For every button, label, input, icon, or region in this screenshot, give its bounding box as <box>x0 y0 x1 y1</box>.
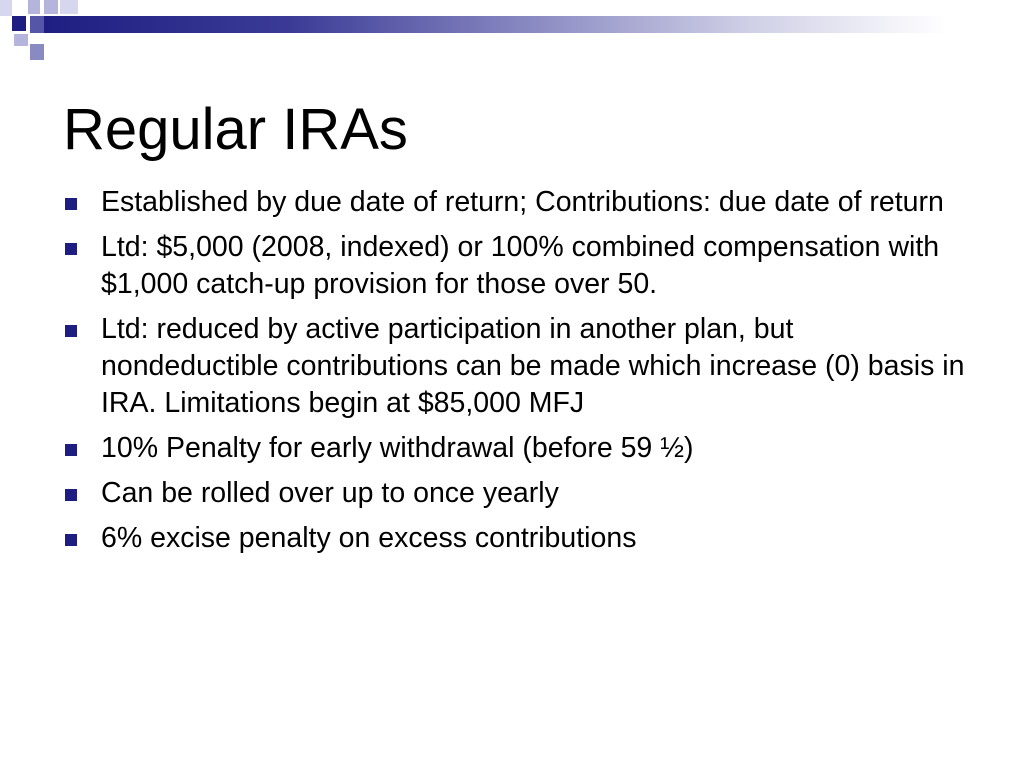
bullet-text: Established by due date of return; Contributions: due date of return <box>101 186 944 218</box>
header-decor-square <box>14 34 28 46</box>
bullet-text: Ltd: $5,000 (2008, indexed) or 100% combined compensation with $1,000 catch-up provision for those over 50. <box>101 231 940 300</box>
bullet-item <box>64 430 969 467</box>
bullet-text: Can be rolled over up to once yearly <box>101 477 559 509</box>
bullet-item <box>64 475 969 512</box>
bullet-text: Ltd: reduced by active participation in another plan, but nondeductible contributions can be made which increase (0) basis in IRA. Limitations begin at $85,000 MFJ <box>101 313 965 419</box>
header-decor-square <box>60 0 78 14</box>
bullet-text: 10% Penalty for early withdrawal (before 59 ½) <box>101 432 694 464</box>
header-decor-square <box>44 0 58 14</box>
square-bullet-icon <box>65 243 77 255</box>
bullet-item <box>64 311 969 422</box>
square-bullet-icon <box>65 444 77 456</box>
header-decor-square <box>0 0 12 16</box>
bullet-list <box>64 184 969 565</box>
header-decor-square <box>28 0 40 14</box>
header-decor-square <box>12 16 26 31</box>
square-bullet-icon <box>65 198 77 210</box>
bullet-item <box>64 229 969 303</box>
bullet-item <box>64 520 969 557</box>
square-bullet-icon <box>65 325 77 337</box>
header-decor-square <box>30 16 44 33</box>
slide-title: Regular IRAs <box>63 97 408 162</box>
bullet-text: 6% excise penalty on excess contributions <box>101 522 637 554</box>
header-gradient-bar <box>40 16 1024 33</box>
header-decor-square <box>30 44 44 60</box>
bullet-item <box>64 184 969 221</box>
square-bullet-icon <box>65 489 77 501</box>
square-bullet-icon <box>65 534 77 546</box>
